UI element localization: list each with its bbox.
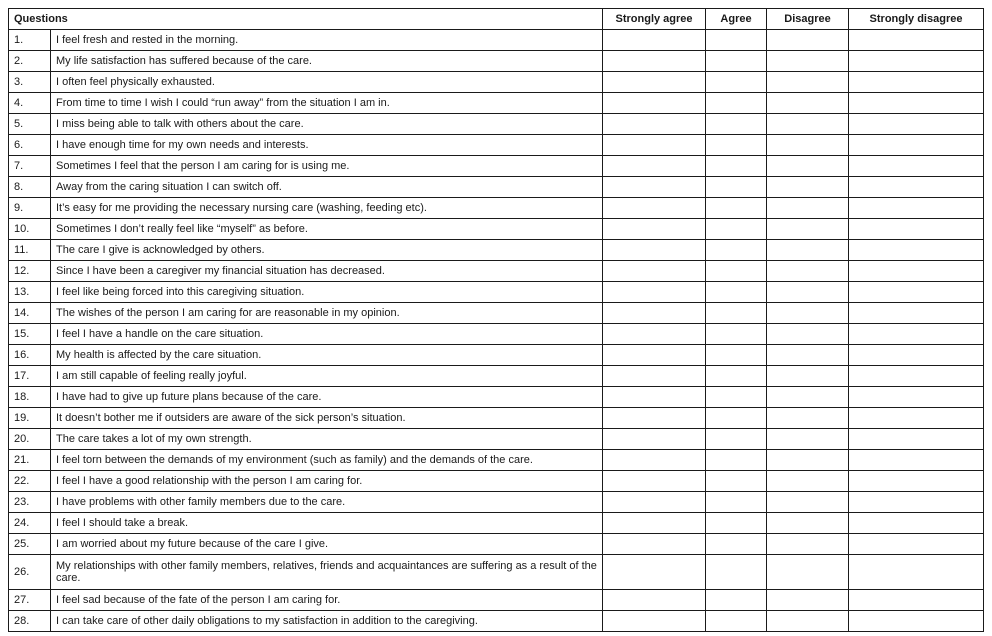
agree-cell[interactable] bbox=[706, 366, 767, 387]
agree-cell[interactable] bbox=[706, 590, 767, 611]
agree-cell[interactable] bbox=[706, 408, 767, 429]
header-strongly-agree: Strongly agree bbox=[603, 9, 706, 30]
question-text: Since I have been a caregiver my financial situation has decreased. bbox=[51, 261, 603, 282]
strongly-disagree-cell[interactable] bbox=[849, 93, 984, 114]
question-number: 3. bbox=[9, 72, 51, 93]
question-number: 14. bbox=[9, 303, 51, 324]
table-row bbox=[9, 51, 984, 72]
question-text: I often feel physically exhausted. bbox=[51, 72, 603, 93]
table-row bbox=[9, 324, 984, 345]
question-text: The care takes a lot of my own strength. bbox=[51, 429, 603, 450]
disagree-cell[interactable] bbox=[767, 590, 849, 611]
agree-cell[interactable] bbox=[706, 345, 767, 366]
question-number: 28. bbox=[9, 611, 51, 632]
agree-cell[interactable] bbox=[706, 72, 767, 93]
table-row bbox=[9, 114, 984, 135]
disagree-cell[interactable] bbox=[767, 114, 849, 135]
strongly-agree-cell[interactable] bbox=[603, 93, 706, 114]
strongly-disagree-cell[interactable] bbox=[849, 219, 984, 240]
question-text: My life satisfaction has suffered because of the care. bbox=[51, 51, 603, 72]
strongly-disagree-cell[interactable] bbox=[849, 513, 984, 534]
strongly-disagree-cell[interactable] bbox=[849, 345, 984, 366]
question-text: I feel sad because of the fate of the person I am caring for. bbox=[51, 590, 603, 611]
question-text: I miss being able to talk with others about the care. bbox=[51, 114, 603, 135]
strongly-agree-cell[interactable] bbox=[603, 51, 706, 72]
disagree-cell[interactable] bbox=[767, 324, 849, 345]
agree-cell[interactable] bbox=[706, 30, 767, 51]
strongly-agree-cell[interactable] bbox=[603, 534, 706, 555]
disagree-cell[interactable] bbox=[767, 261, 849, 282]
question-number: 21. bbox=[9, 450, 51, 471]
question-number: 16. bbox=[9, 345, 51, 366]
question-text: I am still capable of feeling really joyful. bbox=[51, 366, 603, 387]
question-number: 1. bbox=[9, 30, 51, 51]
table-row bbox=[9, 72, 984, 93]
strongly-agree-cell[interactable] bbox=[603, 135, 706, 156]
agree-cell[interactable] bbox=[706, 303, 767, 324]
agree-cell[interactable] bbox=[706, 198, 767, 219]
question-text: My health is affected by the care situation. bbox=[51, 345, 603, 366]
question-text: The care I give is acknowledged by others. bbox=[51, 240, 603, 261]
strongly-disagree-cell[interactable] bbox=[849, 366, 984, 387]
question-text: It’s easy for me providing the necessary nursing care (washing, feeding etc). bbox=[51, 198, 603, 219]
agree-cell[interactable] bbox=[706, 93, 767, 114]
strongly-agree-cell[interactable] bbox=[603, 261, 706, 282]
strongly-disagree-cell[interactable] bbox=[849, 240, 984, 261]
table-row bbox=[9, 345, 984, 366]
strongly-agree-cell[interactable] bbox=[603, 408, 706, 429]
question-number: 6. bbox=[9, 135, 51, 156]
agree-cell[interactable] bbox=[706, 429, 767, 450]
strongly-agree-cell[interactable] bbox=[603, 219, 706, 240]
table-row bbox=[9, 513, 984, 534]
strongly-agree-cell[interactable] bbox=[603, 429, 706, 450]
table-row bbox=[9, 303, 984, 324]
question-number: 20. bbox=[9, 429, 51, 450]
disagree-cell[interactable] bbox=[767, 93, 849, 114]
agree-cell[interactable] bbox=[706, 611, 767, 632]
question-text: Away from the caring situation I can switch off. bbox=[51, 177, 603, 198]
disagree-cell[interactable] bbox=[767, 30, 849, 51]
agree-cell[interactable] bbox=[706, 492, 767, 513]
disagree-cell[interactable] bbox=[767, 408, 849, 429]
strongly-agree-cell[interactable] bbox=[603, 30, 706, 51]
table-row bbox=[9, 471, 984, 492]
agree-cell[interactable] bbox=[706, 135, 767, 156]
question-text: From time to time I wish I could “run away” from the situation I am in. bbox=[51, 93, 603, 114]
agree-cell[interactable] bbox=[706, 282, 767, 303]
disagree-cell[interactable] bbox=[767, 198, 849, 219]
table-row bbox=[9, 366, 984, 387]
strongly-disagree-cell[interactable] bbox=[849, 303, 984, 324]
strongly-disagree-cell[interactable] bbox=[849, 177, 984, 198]
question-text: I can take care of other daily obligations to my satisfaction in addition to the caregiving. bbox=[51, 611, 603, 632]
strongly-agree-cell[interactable] bbox=[603, 345, 706, 366]
strongly-disagree-cell[interactable] bbox=[849, 198, 984, 219]
table-row bbox=[9, 450, 984, 471]
strongly-agree-cell[interactable] bbox=[603, 156, 706, 177]
strongly-disagree-cell[interactable] bbox=[849, 114, 984, 135]
question-number: 23. bbox=[9, 492, 51, 513]
strongly-disagree-cell[interactable] bbox=[849, 135, 984, 156]
table-row bbox=[9, 93, 984, 114]
disagree-cell[interactable] bbox=[767, 156, 849, 177]
disagree-cell[interactable] bbox=[767, 72, 849, 93]
table-row bbox=[9, 219, 984, 240]
header-strongly-disagree: Strongly disagree bbox=[849, 9, 984, 30]
strongly-agree-cell[interactable] bbox=[603, 366, 706, 387]
disagree-cell[interactable] bbox=[767, 240, 849, 261]
question-number: 10. bbox=[9, 219, 51, 240]
strongly-agree-cell[interactable] bbox=[603, 177, 706, 198]
strongly-disagree-cell[interactable] bbox=[849, 387, 984, 408]
caregiver-burden-questionnaire bbox=[8, 8, 984, 632]
strongly-agree-cell[interactable] bbox=[603, 387, 706, 408]
question-text: My relationships with other family members, relatives, friends and acquaintances are suffering as a result of the care. bbox=[51, 555, 603, 590]
question-number: 5. bbox=[9, 114, 51, 135]
table-row bbox=[9, 429, 984, 450]
strongly-disagree-cell[interactable] bbox=[849, 590, 984, 611]
disagree-cell[interactable] bbox=[767, 492, 849, 513]
strongly-agree-cell[interactable] bbox=[603, 303, 706, 324]
strongly-disagree-cell[interactable] bbox=[849, 156, 984, 177]
question-number: 25. bbox=[9, 534, 51, 555]
question-text: It doesn’t bother me if outsiders are aware of the sick person’s situation. bbox=[51, 408, 603, 429]
strongly-disagree-cell[interactable] bbox=[849, 30, 984, 51]
agree-cell[interactable] bbox=[706, 387, 767, 408]
agree-cell[interactable] bbox=[706, 219, 767, 240]
question-number: 7. bbox=[9, 156, 51, 177]
disagree-cell[interactable] bbox=[767, 429, 849, 450]
question-number: 8. bbox=[9, 177, 51, 198]
table-row bbox=[9, 492, 984, 513]
question-number: 15. bbox=[9, 324, 51, 345]
strongly-disagree-cell[interactable] bbox=[849, 282, 984, 303]
header-row bbox=[9, 9, 984, 30]
table-row bbox=[9, 198, 984, 219]
question-number: 11. bbox=[9, 240, 51, 261]
strongly-agree-cell[interactable] bbox=[603, 492, 706, 513]
disagree-cell[interactable] bbox=[767, 366, 849, 387]
question-text: I have enough time for my own needs and interests. bbox=[51, 135, 603, 156]
disagree-cell[interactable] bbox=[767, 51, 849, 72]
strongly-agree-cell[interactable] bbox=[603, 590, 706, 611]
agree-cell[interactable] bbox=[706, 324, 767, 345]
question-text: I feel I should take a break. bbox=[51, 513, 603, 534]
disagree-cell[interactable] bbox=[767, 450, 849, 471]
table-row bbox=[9, 611, 984, 632]
agree-cell[interactable] bbox=[706, 51, 767, 72]
disagree-cell[interactable] bbox=[767, 177, 849, 198]
agree-cell[interactable] bbox=[706, 450, 767, 471]
question-number: 18. bbox=[9, 387, 51, 408]
agree-cell[interactable] bbox=[706, 177, 767, 198]
disagree-cell[interactable] bbox=[767, 387, 849, 408]
strongly-disagree-cell[interactable] bbox=[849, 555, 984, 590]
header-disagree: Disagree bbox=[767, 9, 849, 30]
agree-cell[interactable] bbox=[706, 555, 767, 590]
header-agree: Agree bbox=[706, 9, 767, 30]
strongly-disagree-cell[interactable] bbox=[849, 324, 984, 345]
disagree-cell[interactable] bbox=[767, 345, 849, 366]
question-text: I have had to give up future plans because of the care. bbox=[51, 387, 603, 408]
agree-cell[interactable] bbox=[706, 471, 767, 492]
question-number: 22. bbox=[9, 471, 51, 492]
question-text: I feel fresh and rested in the morning. bbox=[51, 30, 603, 51]
question-number: 19. bbox=[9, 408, 51, 429]
disagree-cell[interactable] bbox=[767, 555, 849, 590]
question-text: I feel I have a good relationship with the person I am caring for. bbox=[51, 471, 603, 492]
agree-cell[interactable] bbox=[706, 261, 767, 282]
agree-cell[interactable] bbox=[706, 513, 767, 534]
question-number: 2. bbox=[9, 51, 51, 72]
strongly-agree-cell[interactable] bbox=[603, 450, 706, 471]
question-number: 26. bbox=[9, 555, 51, 590]
strongly-disagree-cell[interactable] bbox=[849, 492, 984, 513]
strongly-disagree-cell[interactable] bbox=[849, 471, 984, 492]
question-number: 13. bbox=[9, 282, 51, 303]
question-text: Sometimes I feel that the person I am caring for is using me. bbox=[51, 156, 603, 177]
agree-cell[interactable] bbox=[706, 114, 767, 135]
strongly-disagree-cell[interactable] bbox=[849, 611, 984, 632]
strongly-disagree-cell[interactable] bbox=[849, 450, 984, 471]
disagree-cell[interactable] bbox=[767, 135, 849, 156]
strongly-agree-cell[interactable] bbox=[603, 324, 706, 345]
strongly-disagree-cell[interactable] bbox=[849, 408, 984, 429]
strongly-agree-cell[interactable] bbox=[603, 513, 706, 534]
table-row bbox=[9, 534, 984, 555]
strongly-agree-cell[interactable] bbox=[603, 611, 706, 632]
table-row bbox=[9, 282, 984, 303]
disagree-cell[interactable] bbox=[767, 534, 849, 555]
strongly-agree-cell[interactable] bbox=[603, 282, 706, 303]
strongly-agree-cell[interactable] bbox=[603, 72, 706, 93]
strongly-agree-cell[interactable] bbox=[603, 114, 706, 135]
question-number: 12. bbox=[9, 261, 51, 282]
table-row bbox=[9, 30, 984, 51]
disagree-cell[interactable] bbox=[767, 282, 849, 303]
agree-cell[interactable] bbox=[706, 240, 767, 261]
disagree-cell[interactable] bbox=[767, 303, 849, 324]
table-row bbox=[9, 135, 984, 156]
table-row bbox=[9, 590, 984, 611]
disagree-cell[interactable] bbox=[767, 513, 849, 534]
question-text: I feel like being forced into this caregiving situation. bbox=[51, 282, 603, 303]
question-number: 24. bbox=[9, 513, 51, 534]
strongly-disagree-cell[interactable] bbox=[849, 534, 984, 555]
question-number: 27. bbox=[9, 590, 51, 611]
strongly-agree-cell[interactable] bbox=[603, 471, 706, 492]
question-text: I feel torn between the demands of my environment (such as family) and the demands of the care. bbox=[51, 450, 603, 471]
header-questions: Questions bbox=[9, 9, 603, 30]
strongly-agree-cell[interactable] bbox=[603, 198, 706, 219]
table-row bbox=[9, 261, 984, 282]
question-text: I feel I have a handle on the care situation. bbox=[51, 324, 603, 345]
question-text: The wishes of the person I am caring for are reasonable in my opinion. bbox=[51, 303, 603, 324]
table-row bbox=[9, 555, 984, 590]
strongly-disagree-cell[interactable] bbox=[849, 429, 984, 450]
table-row bbox=[9, 240, 984, 261]
agree-cell[interactable] bbox=[706, 156, 767, 177]
strongly-agree-cell[interactable] bbox=[603, 555, 706, 590]
agree-cell[interactable] bbox=[706, 534, 767, 555]
question-number: 17. bbox=[9, 366, 51, 387]
question-text: I have problems with other family members due to the care. bbox=[51, 492, 603, 513]
disagree-cell[interactable] bbox=[767, 219, 849, 240]
strongly-agree-cell[interactable] bbox=[603, 240, 706, 261]
table-row bbox=[9, 177, 984, 198]
question-text: I am worried about my future because of the care I give. bbox=[51, 534, 603, 555]
table-row bbox=[9, 387, 984, 408]
disagree-cell[interactable] bbox=[767, 471, 849, 492]
table-row bbox=[9, 408, 984, 429]
question-text: Sometimes I don’t really feel like “myself” as before. bbox=[51, 219, 603, 240]
strongly-disagree-cell[interactable] bbox=[849, 261, 984, 282]
strongly-disagree-cell[interactable] bbox=[849, 72, 984, 93]
table-row bbox=[9, 156, 984, 177]
question-number: 4. bbox=[9, 93, 51, 114]
disagree-cell[interactable] bbox=[767, 611, 849, 632]
question-number: 9. bbox=[9, 198, 51, 219]
strongly-disagree-cell[interactable] bbox=[849, 51, 984, 72]
